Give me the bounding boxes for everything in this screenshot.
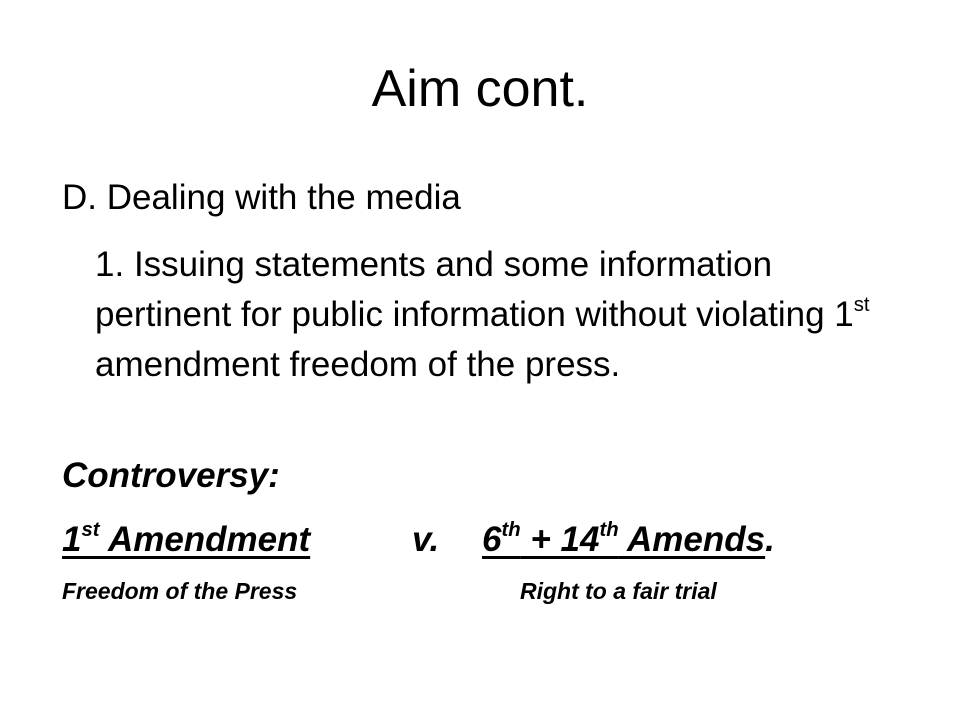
section-heading: D. Dealing with the media: [62, 178, 461, 217]
fourteenth-amendment-sup: th: [599, 518, 619, 541]
amends-period: .: [765, 520, 775, 559]
fourteenth-amendment-number: + 14: [520, 520, 600, 559]
sixth-amendment-number: 6: [482, 520, 502, 559]
first-amendment-sup: st: [81, 518, 100, 541]
ordinal-superscript: st: [853, 293, 870, 316]
freedom-of-press-caption: Freedom of the Press: [62, 578, 298, 604]
amends-text: Amends: [618, 520, 766, 559]
first-amendment-number: 1: [62, 520, 82, 559]
list-item-1: [95, 240, 915, 390]
controversy-label: Controversy:: [62, 456, 280, 495]
first-amendment-text: Amendment: [99, 520, 311, 559]
versus-label: v.: [412, 520, 440, 559]
sixth-fourteenth-amendments-label: [482, 519, 775, 561]
slide-title: Aim cont.: [371, 60, 589, 118]
sixth-amendment-sup: th: [501, 518, 521, 541]
list-item-text-end: amendment freedom of the press.: [95, 345, 621, 384]
first-amendment-label: [62, 519, 310, 561]
list-item-text-start: Issuing statements and some information pertinent for public information without violating 1: [95, 245, 854, 334]
list-item-number: 1.: [95, 245, 125, 284]
fair-trial-caption: Right to a fair trial: [520, 578, 717, 604]
